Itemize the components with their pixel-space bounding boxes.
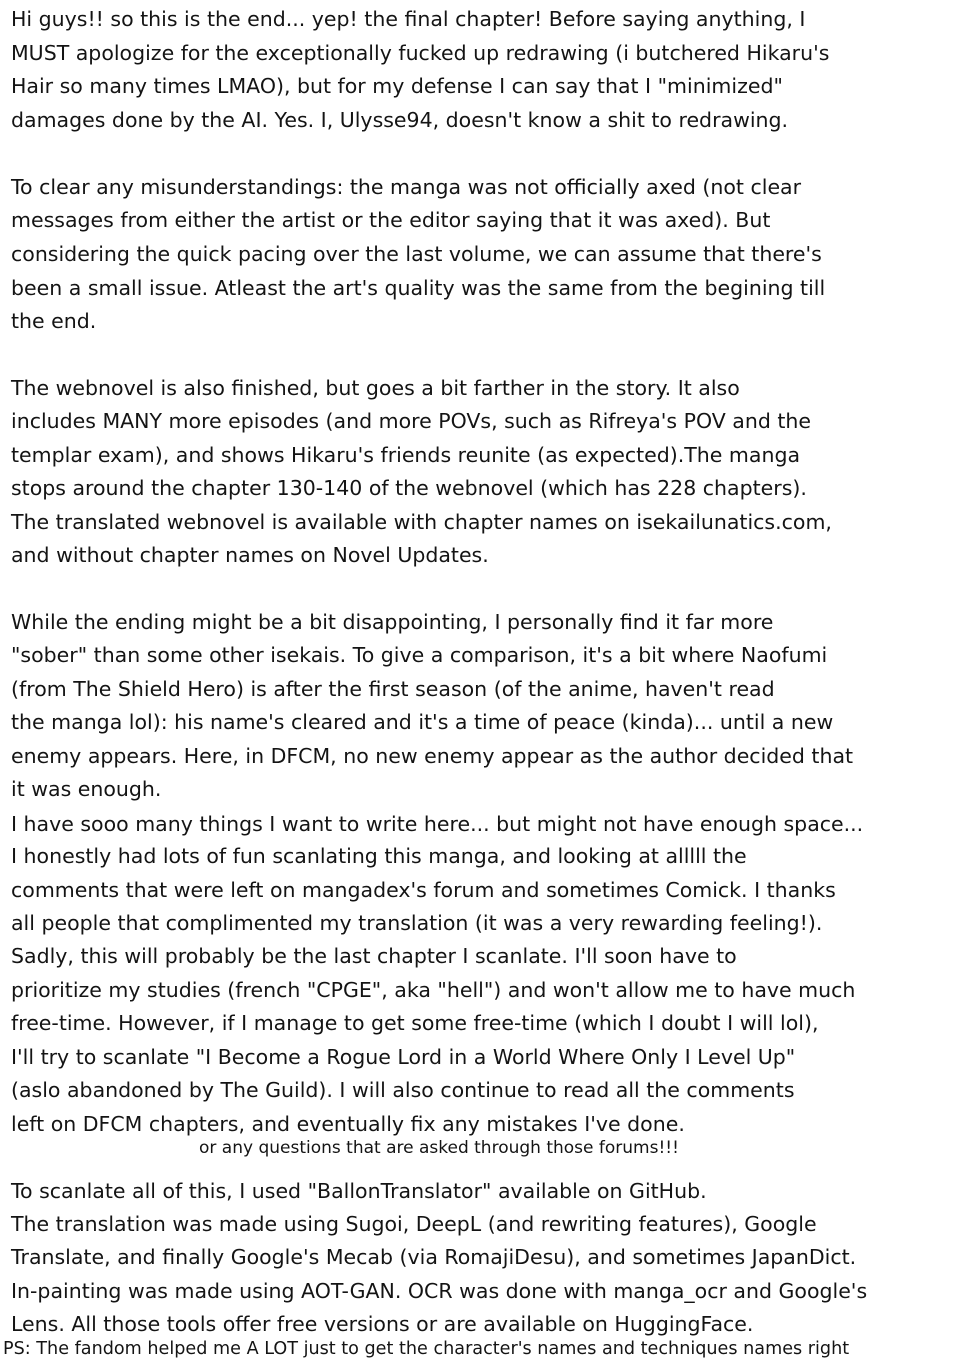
note-line: comments that were left on mangadex's forum and sometimes Comick. I thanks [11,878,836,902]
note-line: considering the quick pacing over the last volume, we can assume that there's [11,242,822,266]
note-line: prioritize my studies (french "CPGE", aka "hell") and won't allow me to have much [11,978,856,1002]
note-line: left on DFCM chapters, and eventually fix any mistakes I've done. [11,1112,685,1136]
note-line: I honestly had lots of fun scanlating this manga, and looking at alllll the [11,844,747,868]
note-line: enemy appears. Here, in DFCM, no new enemy appear as the author decided that [11,744,854,768]
note-line: The webnovel is also finished, but goes a bit farther in the story. It also [11,376,740,400]
note-line: Lens. All those tools offer free versions or are available on HuggingFace. [11,1312,754,1336]
note-line: While the ending might be a bit disappointing, I personally find it far more [11,610,774,634]
note-line: Hair so many times LMAO), but for my defense I can say that I "minimized" [11,74,783,98]
note-line: damages done by the AI. Yes. I, Ulysse94, doesn't know a shit to redrawing. [11,108,789,132]
note-line: includes MANY more episodes (and more POVs, such as Rifreya's POV and the [11,409,812,433]
note-line: MUST apologize for the exceptionally fucked up redrawing (i butchered Hikaru's [11,41,830,65]
note-line: free-time. However, if I manage to get some free-time (which I doubt I will lol), [11,1011,819,1035]
note-line: "sober" than some other isekais. To give a comparison, it's a bit where Naofumi [11,643,828,667]
note-line: Hi guys!! so this is the end... yep! the final chapter! Before saying anything, I [11,7,806,31]
note-addendum: or any questions that are asked through those forums!!! [199,1138,679,1158]
note-line: stops around the chapter 130-140 of the webnovel (which has 228 chapters). [11,476,807,500]
note-line: The translated webnovel is available with chapter names on isekailunatics.com, [11,510,832,534]
note-line: the end. [11,309,97,333]
note-line: To clear any misunderstandings: the manga was not officially axed (not clear [11,175,802,199]
note-line: and without chapter names on Novel Updates. [11,543,489,567]
note-line: the manga lol): his name's cleared and it's a time of peace (kinda)... until a new [11,710,834,734]
note-line: templar exam), and shows Hikaru's friends reunite (as expected).The manga [11,443,801,467]
note-line: it was enough. [11,777,162,801]
note-line: been a small issue. Atleast the art's quality was the same from the begining till [11,276,826,300]
note-line: all people that complimented my translation (it was a very rewarding feeling!). [11,911,823,935]
note-line: To scanlate all of this, I used "BallonTranslator" available on GitHub. [11,1179,707,1203]
note-line: Translate, and finally Google's Mecab (via RomajiDesu), and sometimes JapanDict. [11,1245,857,1269]
postscript: PS: The fandom helped me A LOT just to get the character's names and techniques names right [3,1339,850,1359]
note-line: I have sooo many things I want to write here... but might not have enough space... [11,812,864,836]
note-line: The translation was made using Sugoi, DeepL (and rewriting features), Google [11,1212,817,1236]
note-line: Sadly, this will probably be the last chapter I scanlate. I'll soon have to [11,944,737,968]
note-line: messages from either the artist or the editor saying that it was axed). But [11,208,771,232]
note-line: (from The Shield Hero) is after the first season (of the anime, haven't read [11,677,775,701]
note-line: (aslo abandoned by The Guild). I will also continue to read all the comments [11,1078,795,1102]
note-line: I'll try to scanlate "I Become a Rogue Lord in a World Where Only I Level Up" [11,1045,796,1069]
note-line: In-painting was made using AOT-GAN. OCR was done with manga_ocr and Google's [11,1279,868,1303]
